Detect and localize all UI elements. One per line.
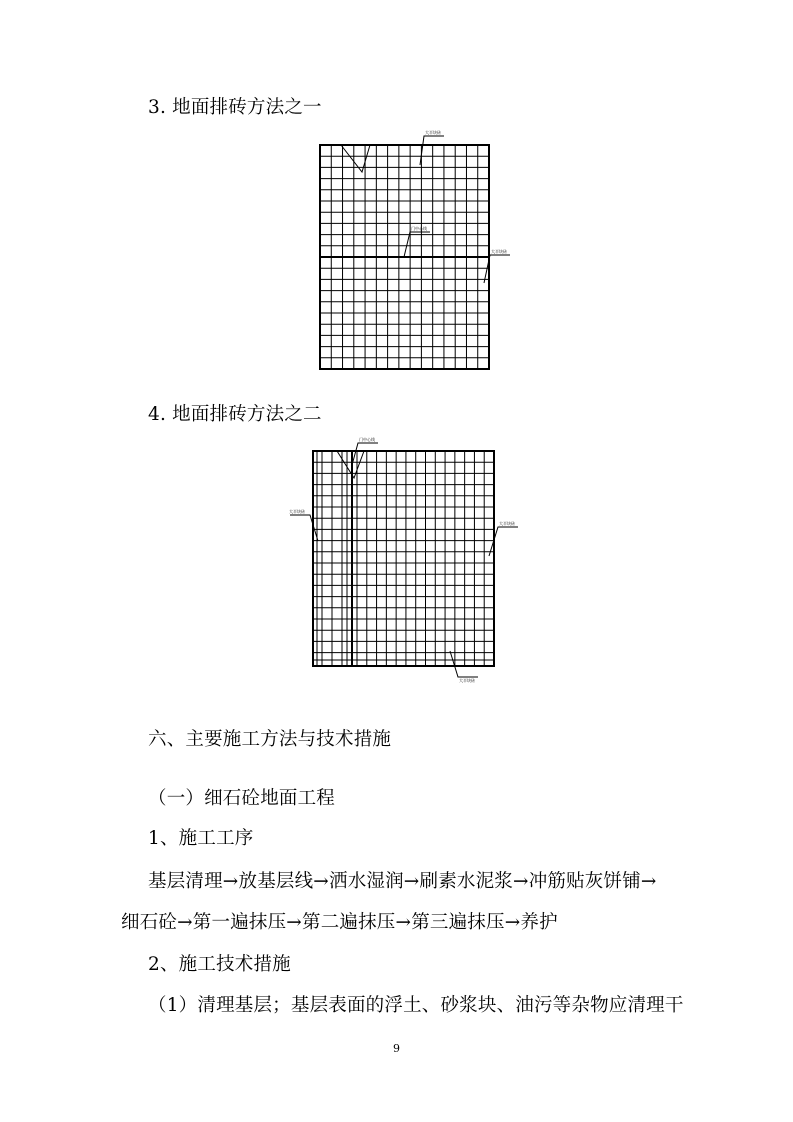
label-right: 大半块砖 xyxy=(491,249,507,254)
label-top: 大半块砖 xyxy=(425,130,441,135)
heading-floor-tile-method-1: 3. 地面排砖方法之一 xyxy=(148,97,322,118)
process-line-2: 细石砼→第一遍抹压→第二遍抹压→第三遍抹压→养护 xyxy=(121,912,558,933)
heading-floor-tile-method-2: 4. 地面排砖方法之二 xyxy=(148,404,322,425)
subsection-heading-concrete-floor: （一）细石砼地面工程 xyxy=(148,788,336,809)
tile-grid-svg-2 xyxy=(283,430,528,685)
leader-center xyxy=(404,232,430,257)
half-tile-notch-marker-2 xyxy=(337,451,364,478)
page-number: 9 xyxy=(393,1042,400,1055)
item-technical-measures: 2、施工技术措施 xyxy=(148,954,291,975)
section-heading-main-methods: 六、主要施工方法与技术措施 xyxy=(148,729,392,750)
label-right-2: 大半块砖 xyxy=(499,521,515,526)
label-left-2: 大半块砖 xyxy=(289,509,305,514)
tile-layout-diagram-1 xyxy=(300,125,520,380)
label-top-2: 门中心线 xyxy=(359,437,375,442)
leader-top xyxy=(420,136,444,165)
tile-grid-2-border xyxy=(313,451,494,666)
leader-right xyxy=(484,255,510,283)
half-tile-notch-marker xyxy=(341,145,370,172)
process-line-1: 基层清理→放基层线→洒水湿润→刷素水泥浆→冲筋贴灰饼铺→ xyxy=(148,871,657,892)
tile-grid-2 xyxy=(313,451,494,666)
item-construction-sequence: 1、施工工序 xyxy=(148,828,254,849)
tile-grid-svg-1 xyxy=(300,125,520,380)
leader-bottom-2 xyxy=(450,651,478,677)
step-clean-base: （1）清理基层；基层表面的浮土、砂浆块、油污等杂物应清理干 xyxy=(148,995,684,1016)
label-center: 门中心线 xyxy=(411,226,427,231)
label-bottom-2: 大半块砖 xyxy=(459,678,475,683)
tile-layout-diagram-2 xyxy=(283,430,528,685)
